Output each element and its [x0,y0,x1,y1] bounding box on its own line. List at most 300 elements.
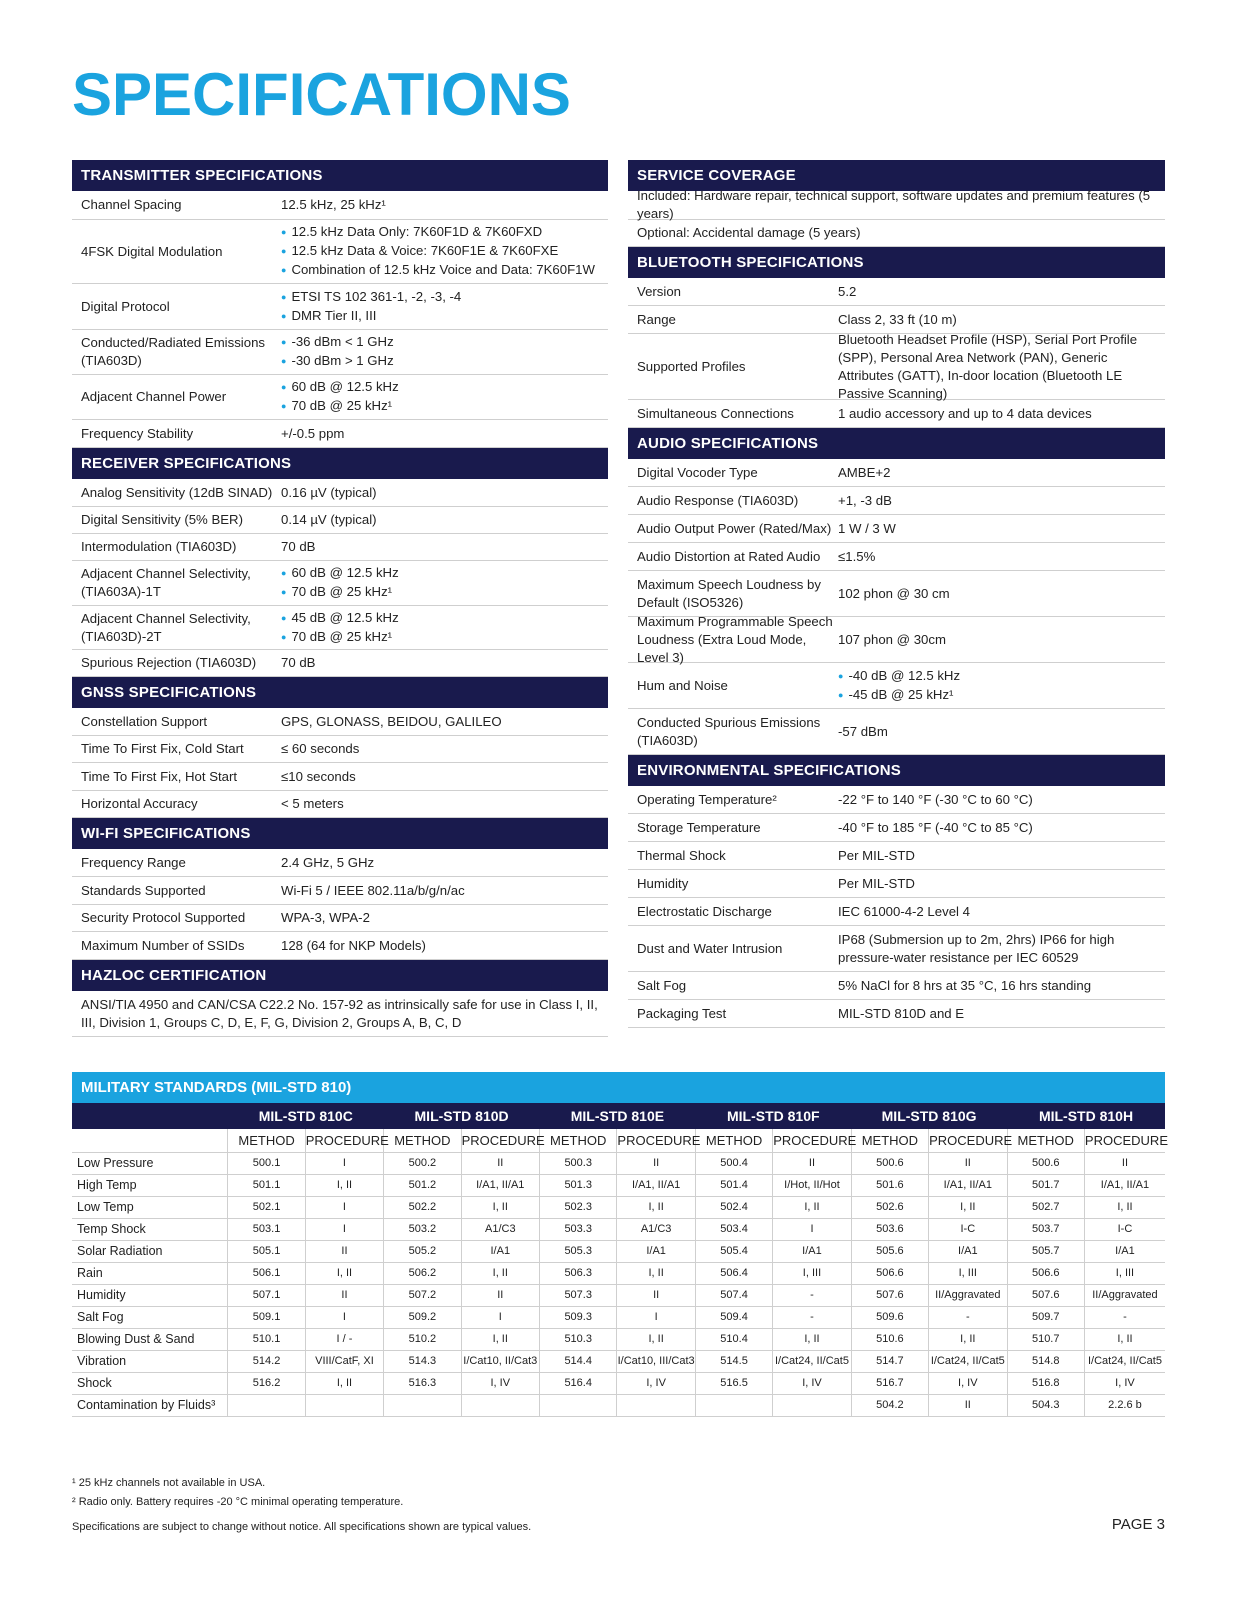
value-text: 2.4 GHz, 5 GHz [281,854,375,870]
spec-value [281,333,400,371]
procedure-cell: A1/C3 [461,1218,539,1240]
procedure-cell: II [1084,1152,1165,1174]
table-row [72,1174,1165,1196]
procedure-cell: I/A1 [617,1240,695,1262]
procedure-cell: II [773,1152,851,1174]
table-row [72,1394,1165,1416]
method-cell: 502.6 [851,1196,928,1218]
spec-label: Audio Response (TIA603D) [637,492,799,508]
spec-label: ANSI/TIA 4950 and CAN/CSA C22.2 No. 157-92 as intrinsically safe for use in Class I, II, III, Division 1, Groups C, D, E, F, G, Division 2, Groups A, B, C, D [81,996,598,1030]
method-cell: 510.1 [228,1328,305,1350]
method-cell: 502.2 [384,1196,461,1218]
bullet-item: ● 70 dB @ 25 kHz¹ [281,583,399,602]
spec-value [838,520,902,538]
spec-label: Conducted/Radiated Emissions (TIA603D) [81,335,265,368]
spec-row [72,284,608,330]
procedure-cell: I [305,1196,383,1218]
right-spec-column [628,160,1165,1028]
method-cell: 510.6 [851,1328,928,1350]
procedure-cell: VIII/CatF, XI [305,1350,383,1372]
method-cell: 501.2 [384,1174,461,1196]
spec-value [838,548,881,566]
spec-value [838,791,1039,809]
hazloc-certification-header: HAZLOC CERTIFICATION [72,960,608,991]
value-text: ≤10 seconds [281,768,356,784]
mil-std-810c-header: MIL-STD 810C [228,1103,384,1129]
spec-row [628,459,1165,487]
procedure-cell: - [929,1306,1007,1328]
procedure-cell: I/A1 [461,1240,539,1262]
method-cell: 509.1 [228,1306,305,1328]
spec-label: Horizontal Accuracy [81,796,198,811]
service-coverage-header: SERVICE COVERAGE [628,160,1165,191]
test-label: Low Temp [72,1196,228,1218]
spec-label: Adjacent Channel Selectivity, (TIA603D)-2T [81,610,251,644]
method-cell: 505.4 [695,1240,772,1262]
spec-row [628,926,1165,972]
procedure-cell: I, IV [929,1372,1007,1394]
military-standards-table [72,1103,1168,1417]
spec-value [838,311,963,329]
bullet-item: ● ETSI TS 102 361-1, -2, -3, -4 [281,288,461,307]
spec-label: Audio Distortion at Rated Audio [637,548,821,564]
method-cell: 503.6 [851,1218,928,1240]
spec-value [281,654,321,672]
spec-row [628,220,1165,247]
procedure-cell: I [773,1218,851,1240]
bullet-item: ● 70 dB @ 25 kHz¹ [281,628,399,647]
spec-label: Adjacent Channel Power [81,389,227,404]
value-text: Class 2, 33 ft (10 m) [838,311,957,327]
value-text: +1, -3 dB [838,492,892,508]
method-cell: 509.4 [695,1306,772,1328]
test-label: Humidity [72,1284,228,1306]
value-text: 102 phon @ 30 cm [838,585,950,601]
procedure-cell: I, II [461,1328,539,1350]
spec-label: Maximum Speech Loudness by Default (ISO5326) [637,576,821,610]
test-label: Shock [72,1372,228,1394]
procedure-cell: I/Hot, II/Hot [773,1174,851,1196]
procedure-cell: I-C [1084,1218,1165,1240]
spec-label: Intermodulation (TIA603D) [81,539,237,554]
method-cell: 514.5 [695,1350,772,1372]
military-standards-title: MILITARY STANDARDS (MIL-STD 810) [72,1072,1165,1103]
audio-specifications-header: AUDIO SPECIFICATIONS [628,428,1165,459]
spec-row [72,191,608,220]
method-cell: 516.3 [384,1372,461,1394]
spec-value [281,909,376,927]
procedure-cell: II [617,1284,695,1306]
method-subheader: METHOD [1007,1129,1084,1152]
procedure-cell: I, IV [617,1372,695,1394]
procedure-cell: I/A1, II/A1 [617,1174,695,1196]
mil-std-810e-header: MIL-STD 810E [540,1103,696,1129]
procedure-cell: I/A1, II/A1 [929,1174,1007,1196]
value-text: 5.2 [838,283,857,299]
method-cell: 514.4 [540,1350,617,1372]
procedure-subheader: PROCEDURE [1084,1129,1165,1152]
bullet-item: ● -40 dB @ 12.5 kHz [838,667,960,686]
method-cell: 503.1 [228,1218,305,1240]
method-cell: 507.3 [540,1284,617,1306]
test-label: Blowing Dust & Sand [72,1328,228,1350]
spec-label: 4FSK Digital Modulation [81,243,223,259]
procedure-cell: I/Cat24, II/Cat5 [1084,1350,1165,1372]
table-row [72,1240,1165,1262]
environmental-specifications-header: ENVIRONMENTAL SPECIFICATIONS [628,755,1165,786]
procedure-cell: I, II [1084,1328,1165,1350]
spec-value [838,847,921,865]
spec-row [628,331,1165,401]
value-text: IEC 61000-4-2 Level 4 [838,903,970,919]
spec-label: Simultaneous Connections [637,405,794,421]
method-cell: 506.4 [695,1262,772,1284]
method-cell: 506.2 [384,1262,461,1284]
procedure-subheader: PROCEDURE [305,1129,383,1152]
bullet-item: ● -45 dB @ 25 kHz¹ [838,686,960,705]
method-cell: 501.1 [228,1174,305,1196]
value-text: 0.16 µV (typical) [281,484,377,500]
method-cell: 516.2 [228,1372,305,1394]
method-cell: 504.3 [1007,1394,1084,1416]
procedure-cell: I/A1, II/A1 [1084,1174,1165,1196]
procedure-cell: I-C [929,1218,1007,1240]
procedure-cell: II [929,1394,1007,1416]
spec-label: Adjacent Channel Selectivity, (TIA603A)-1T [81,566,251,599]
spec-row [72,877,608,905]
spec-label: Frequency Range [81,854,186,870]
page-title: SPECIFICATIONS [72,61,571,128]
spec-label: Constellation Support [81,713,208,729]
procedure-cell: I, II [305,1262,383,1284]
method-cell: 509.2 [384,1306,461,1328]
method-subheader: METHOD [540,1129,617,1152]
method-cell: 501.4 [695,1174,772,1196]
spec-label: Maximum Number of SSIDs [81,937,245,953]
value-text: < 5 meters [281,796,344,811]
method-cell: 502.7 [1007,1196,1084,1218]
spec-row [628,898,1165,926]
spec-value [838,723,894,741]
spec-row [628,400,1165,428]
spec-row [72,479,608,507]
method-cell: 516.7 [851,1372,928,1394]
spec-value [838,977,1097,995]
spec-label: Time To First Fix, Cold Start [81,741,244,756]
method-cell: 507.4 [695,1284,772,1306]
method-cell: 514.8 [1007,1350,1084,1372]
procedure-cell: II [929,1152,1007,1174]
procedure-cell: I / - [305,1328,383,1350]
method-cell: 503.2 [384,1218,461,1240]
method-cell: 507.1 [228,1284,305,1306]
spec-label: Digital Vocoder Type [637,464,758,480]
procedure-cell: II [461,1152,539,1174]
spec-value [838,283,862,301]
value-text: MIL-STD 810D and E [838,1005,965,1021]
test-label: High Temp [72,1174,228,1196]
table-row [72,1196,1165,1218]
procedure-cell: I, II [617,1328,695,1350]
wi-fi-specifications-header: WI-FI SPECIFICATIONS [72,818,608,849]
value-text: 5% NaCl for 8 hrs at 35 °C, 16 hrs standing [838,977,1092,993]
method-cell: 507.6 [1007,1284,1084,1306]
procedure-subheader: PROCEDURE [773,1129,851,1152]
value-text: IP68 (Submersion up to 2m, 2hrs) IP66 for high pressure-water resistance per IEC 60529 [838,931,1115,965]
procedure-cell: I, II [1084,1196,1165,1218]
spec-value [281,196,392,214]
spec-value [281,223,601,280]
procedure-cell: I/A1, II/A1 [461,1174,539,1196]
spec-value [281,564,405,602]
spec-value [281,768,362,786]
procedure-cell: I [617,1306,695,1328]
method-cell [384,1394,461,1416]
bullet-item: ● DMR Tier II, III [281,307,461,326]
spec-value [281,740,365,758]
spec-label: Hum and Noise [637,677,728,693]
bullet-item: ● -36 dBm < 1 GHz [281,333,394,352]
method-cell: 509.7 [1007,1306,1084,1328]
procedure-cell: I/A1 [1084,1240,1165,1262]
method-subheader: METHOD [851,1129,928,1152]
bullet-item: ● 60 dB @ 12.5 kHz [281,378,399,397]
spec-label: Storage Temperature [637,819,761,835]
footnote-1: ¹ 25 kHz channels not available in USA. [72,1477,266,1489]
method-cell [228,1394,305,1416]
table-row [72,1372,1165,1394]
table-row [72,1218,1165,1240]
spec-value [281,484,383,502]
value-text: 0.14 µV (typical) [281,512,377,527]
value-text: 128 (64 for NKP Models) [281,937,426,953]
method-cell: 500.6 [851,1152,928,1174]
bullet-item: ● 12.5 kHz Data & Voice: 7K60F1E & 7K60FXE [281,242,595,261]
method-cell: 505.7 [1007,1240,1084,1262]
spec-label: Electrostatic Discharge [637,903,772,919]
test-label: Solar Radiation [72,1240,228,1262]
spec-row [72,507,608,534]
method-cell: 500.3 [540,1152,617,1174]
spec-row [72,330,608,375]
method-cell: 516.8 [1007,1372,1084,1394]
spec-row [72,736,608,763]
page-number: PAGE 3 [1111,1516,1165,1533]
method-cell: 516.5 [695,1372,772,1394]
procedure-cell: I/Cat10, III/Cat3 [617,1350,695,1372]
table-row [72,1350,1165,1372]
value-text: GPS, GLONASS, BEIDOU, GALILEO [281,713,502,729]
table-row [72,1284,1165,1306]
procedure-cell: I/Cat10, II/Cat3 [461,1350,539,1372]
spec-row [628,515,1165,543]
procedure-subheader: PROCEDURE [929,1129,1007,1152]
spec-label: Frequency Stability [81,425,194,441]
spec-row [72,991,608,1037]
method-cell: 504.2 [851,1394,928,1416]
method-cell: 503.4 [695,1218,772,1240]
spec-row [628,842,1165,870]
spec-row [72,763,608,791]
test-label: Low Pressure [72,1152,228,1174]
value-text: 1 W / 3 W [838,520,896,536]
footnote-2: ² Radio only. Battery requires -20 °C minimal operating temperature. [72,1496,404,1508]
value-text: +/-0.5 ppm [281,425,345,441]
spec-row [628,188,1165,221]
procedure-cell: I [305,1152,383,1174]
procedure-cell [305,1394,383,1416]
procedure-cell: I [305,1306,383,1328]
disclaimer: Specifications are subject to change without notice. All specifications shown are typical values. [72,1521,532,1533]
footnotes [72,1474,403,1512]
bullet-item: ● 12.5 kHz Data Only: 7K60F1D & 7K60FXD [281,223,595,242]
spec-label: Standards Supported [81,882,206,898]
left-spec-column [72,160,608,1037]
spec-row [72,561,608,606]
method-cell: 509.6 [851,1306,928,1328]
method-cell: 510.3 [540,1328,617,1350]
method-cell: 500.6 [1007,1152,1084,1174]
spec-row [72,849,608,877]
spec-row [628,278,1165,306]
spec-row [628,1000,1165,1028]
spec-label: Range [637,311,676,327]
spec-label: Digital Protocol [81,298,170,314]
procedure-subheader: PROCEDURE [461,1129,539,1152]
spec-value [838,405,1098,423]
procedure-cell: II/Aggravated [929,1284,1007,1306]
procedure-cell [461,1394,539,1416]
procedure-cell: I, III [1084,1262,1165,1284]
method-cell: 502.1 [228,1196,305,1218]
procedure-cell: I, II [617,1196,695,1218]
spec-value [281,378,405,416]
bluetooth-specifications-header: BLUETOOTH SPECIFICATIONS [628,247,1165,278]
method-cell: 502.3 [540,1196,617,1218]
spec-label: Included: Hardware repair, technical support, software updates and premium features (5 years) [637,188,1151,221]
method-cell: 500.1 [228,1152,305,1174]
spec-value [838,875,921,893]
spec-row [72,905,608,932]
spec-value [281,288,467,326]
procedure-cell: I, II [461,1196,539,1218]
procedure-cell: I, IV [773,1372,851,1394]
spec-label: Salt Fog [637,977,687,993]
test-label: Salt Fog [72,1306,228,1328]
procedure-cell: I/Cat24, II/Cat5 [929,1350,1007,1372]
method-cell: 505.6 [851,1240,928,1262]
procedure-cell [773,1394,851,1416]
bullet-item: ● 70 dB @ 25 kHz¹ [281,397,399,416]
standards-header-blank [72,1103,228,1129]
method-cell: 501.6 [851,1174,928,1196]
method-cell: 510.7 [1007,1328,1084,1350]
method-cell: 503.7 [1007,1218,1084,1240]
spec-row [72,606,608,650]
table-row [72,1152,1165,1174]
procedure-cell: - [773,1284,851,1306]
procedure-cell: I [305,1218,383,1240]
method-cell: 506.6 [851,1262,928,1284]
table-row [72,1328,1165,1350]
spec-label: Version [637,283,681,299]
value-text: 70 dB [281,539,316,554]
method-cell: 507.6 [851,1284,928,1306]
spec-row [72,708,608,736]
mil-std-810d-header: MIL-STD 810D [384,1103,540,1129]
procedure-cell: II [305,1284,383,1306]
value-text: 70 dB [281,655,316,670]
method-cell: 507.2 [384,1284,461,1306]
spec-label: Optional: Accidental damage (5 years) [637,225,861,240]
value-text: 107 phon @ 30cm [838,631,946,647]
spec-row [628,786,1165,814]
method-subheader: METHOD [695,1129,772,1152]
spec-value [281,511,383,529]
spec-row [628,814,1165,842]
spec-value [838,1005,970,1023]
procedure-cell: A1/C3 [617,1218,695,1240]
spec-value [838,492,898,510]
procedure-cell: I, II [773,1196,851,1218]
spec-value [838,931,1165,967]
spec-value [281,609,405,647]
method-cell: 514.3 [384,1350,461,1372]
value-text: -22 °F to 140 °F (-30 °C to 60 °C) [838,791,1033,807]
method-cell: 509.3 [540,1306,617,1328]
spec-value [281,937,432,955]
procedure-cell: - [1084,1306,1165,1328]
procedure-cell: I, II [773,1328,851,1350]
value-text: Bluetooth Headset Profile (HSP), Serial Port Profile (SPP), Personal Area Network (PAN), Generic Attributes (GATT), In-door location (Bluetooth LE Passive Scanning) [838,331,1138,401]
value-text: 1 audio accessory and up to 4 data devices [838,405,1092,421]
method-cell: 514.2 [228,1350,305,1372]
spec-value [281,882,471,900]
spec-label: Humidity [637,875,689,891]
procedure-cell: II [305,1240,383,1262]
procedure-cell: I, II [617,1262,695,1284]
procedure-cell: II [461,1284,539,1306]
spec-label: Time To First Fix, Hot Start [81,768,238,784]
value-text: 12.5 kHz, 25 kHz¹ [281,197,386,212]
bullet-item: ● Combination of 12.5 kHz Voice and Data: 7K60F1W [281,261,595,280]
table-row [72,1262,1165,1284]
method-cell: 516.4 [540,1372,617,1394]
method-cell: 505.3 [540,1240,617,1262]
method-cell: 514.7 [851,1350,928,1372]
procedure-cell: I/A1 [929,1240,1007,1262]
test-label: Contamination by Fluids³ [72,1394,228,1416]
spec-row [72,420,608,448]
spec-row [72,534,608,561]
method-cell [695,1394,772,1416]
bullet-item: ● 60 dB @ 12.5 kHz [281,564,399,583]
spec-label: Thermal Shock [637,847,726,863]
spec-label: Audio Output Power (Rated/Max) [637,520,832,536]
procedure-cell: I, II [929,1196,1007,1218]
bullet-item: ● 45 dB @ 12.5 kHz [281,609,399,628]
test-label: Vibration [72,1350,228,1372]
spec-value [838,331,1165,403]
procedure-subheader: PROCEDURE [617,1129,695,1152]
procedure-cell: - [773,1306,851,1328]
spec-value [838,903,976,921]
spec-row [72,650,608,677]
spec-label: Operating Temperature² [637,791,777,807]
value-text: -57 dBm [838,723,888,739]
method-cell: 506.1 [228,1262,305,1284]
procedure-cell: I, III [929,1262,1007,1284]
